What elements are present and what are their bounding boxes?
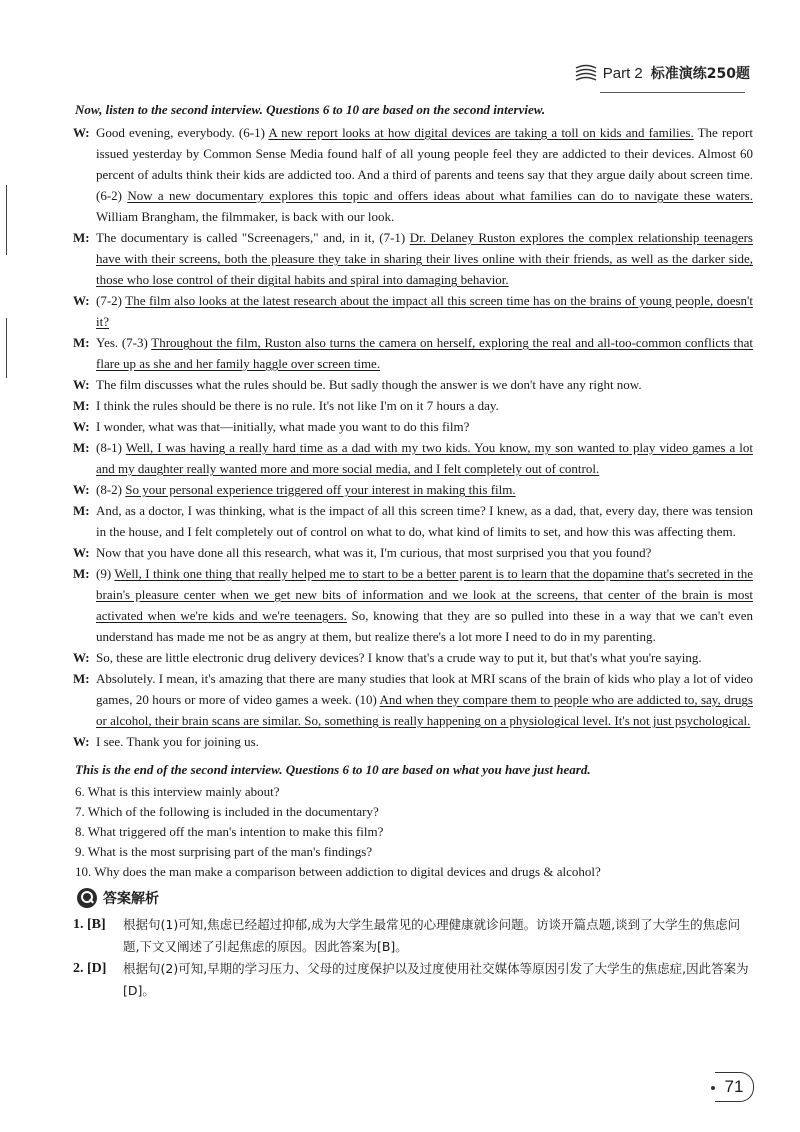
- underlined-segment: Dr. Delaney Ruston explores the complex relationship teenagers have with their screens, both the pleasure they take in sharing their lives online with their friends, as well as the darker side, those who lose control of their digital habits and spiral into damaging behavior.: [96, 230, 753, 287]
- answer-item: [73, 958, 753, 1002]
- dialogue-turn: [73, 227, 753, 290]
- text-segment: (9): [96, 566, 115, 581]
- dialogue-turn: [73, 563, 753, 647]
- speaker-label: M:: [73, 440, 90, 455]
- dialogue-text: [96, 647, 753, 668]
- dialogue-text: [96, 668, 753, 731]
- dialogue-turn: [73, 290, 753, 332]
- underlined-segment: So your personal experience triggered off your interest in making this film.: [125, 482, 516, 497]
- dialogue-text: [96, 395, 753, 416]
- dialogue-turn: [73, 122, 753, 227]
- speaker-label: W:: [73, 545, 90, 560]
- text-segment: So, these are little electronic drug delivery devices? I know that's a crude way to put it, but that's what you're saying.: [96, 650, 702, 665]
- dialogue-text: [96, 227, 753, 290]
- speaker-label: W:: [73, 734, 90, 749]
- dialogue-turn: [73, 332, 753, 374]
- underlined-segment: Throughout the film, Ruston also turns the camera on herself, exploring the real and all-too-common conflicts that flare up as she and her family haggle over screen time.: [96, 335, 754, 371]
- speaker-label: M:: [73, 230, 90, 245]
- speaker-label: M:: [73, 398, 90, 413]
- dialogue-turn: [73, 668, 753, 731]
- answer-item: [73, 914, 753, 958]
- dialogue-turn: [73, 437, 753, 479]
- instruction-top: Now, listen to the second interview. Questions 6 to 10 are based on the second interview.: [75, 102, 546, 117]
- text-segment: And, as a doctor, I was thinking, what is the impact of all this screen time? I knew, as a dad, that, every day, there was tension in the house, and I felt completely out of control on what to do, what kind of limits to set, and how this was affecting them.: [96, 503, 753, 539]
- dialogue-text: [96, 122, 753, 227]
- speaker-label: W:: [73, 419, 90, 434]
- answer-key: 2. [D]: [73, 961, 107, 976]
- text-segment: The documentary is called "Screenagers," and, in it, (7-1): [96, 230, 410, 245]
- dialogue-turn: [73, 647, 753, 668]
- text-segment: I see. Thank you for joining us.: [96, 734, 259, 749]
- dialogue-turn: [73, 479, 753, 500]
- magnifier-icon: [77, 888, 97, 908]
- dialogue-turn: [73, 395, 753, 416]
- margin-mark: [6, 185, 7, 255]
- speaker-label: W:: [73, 482, 90, 497]
- underlined-segment: And when they compare them to people who are addicted to, say, drugs or alcohol, their brain scans are similar. So, something is really happening on a physiological level. It's not just psychological.: [96, 692, 753, 728]
- text-segment: (8-1): [96, 440, 126, 455]
- dialogue-turn: [73, 542, 753, 563]
- question-item: 9. What is the most surprising part of the man's findings?: [75, 844, 373, 859]
- underlined-segment: The film also looks at the latest research about the impact all this screen time has on the brains of young people, doesn't it?: [96, 293, 753, 329]
- dialogue-text: [96, 500, 753, 542]
- dialogue-text: [96, 437, 753, 479]
- underlined-segment: A new report looks at how digital devices are taking a toll on kids and families.: [268, 125, 694, 140]
- answer-list: [73, 914, 753, 1002]
- dialogue-text: [96, 479, 753, 500]
- question-item: 7. Which of the following is included in the documentary?: [75, 804, 379, 819]
- question-item: 8. What triggered off the man's intention to make this film?: [75, 824, 384, 839]
- text-segment: I wonder, what was that—initially, what made you want to do this film?: [96, 419, 470, 434]
- answer-section-title: 答案解析: [103, 891, 159, 907]
- page-number: 71: [715, 1072, 754, 1102]
- dialogue-turn: [73, 500, 753, 542]
- speaker-label: W:: [73, 377, 90, 392]
- speaker-label: M:: [73, 566, 90, 581]
- question-list: [73, 782, 753, 882]
- header-title: 标准演练250题: [650, 66, 750, 82]
- text-segment: Absolutely. I mean, it's amazing that there are many studies that look at MRI scans of the brain of kids who play a lot of video games, 20 hours or more of video games a week. (10): [96, 671, 753, 707]
- header-part: Part 2: [602, 64, 643, 82]
- text-segment: (7-2): [96, 293, 126, 308]
- text-segment: Yes. (7-3): [96, 335, 152, 350]
- speaker-label: M:: [73, 503, 90, 518]
- speaker-label: W:: [73, 125, 90, 140]
- speaker-label: W:: [73, 650, 90, 665]
- dialogue: [73, 122, 753, 752]
- underlined-segment: Well, I think one thing that really helped me to start to be a better parent is to learn that the dopamine that's secreted in the brain's pleasure center when we get new bits of information and we look at the screens, that center of the brain is most activated when we're kids and we're teenagers.: [96, 566, 753, 623]
- dialogue-text: [96, 416, 753, 437]
- dialogue-text: [96, 731, 753, 752]
- margin-mark: [6, 318, 7, 378]
- dialogue-turn: [73, 731, 753, 752]
- header-rule: [600, 92, 745, 93]
- text-segment: William Brangham, the filmmaker, is back with our look.: [96, 209, 395, 224]
- text-segment: So, knowing that they are so pulled into these in a way that we can't even understand has made me not be as angry at them, but realize there's a lot more I need to do in my parenting.: [96, 608, 753, 644]
- dialogue-text: [96, 542, 753, 563]
- answer-explanation: 根据句(1)可知,焦虑已经超过抑郁,成为大学生最常见的心理健康就诊问题。访谈开篇点题,谈到了大学生的焦虑问题,下文又阐述了引起焦虑的原因。因此答案为[B]。: [123, 917, 741, 954]
- dialogue-turn: [73, 374, 753, 395]
- dialogue-text: [96, 290, 753, 332]
- answer-explanation: 根据句(2)可知,早期的学习压力、父母的过度保护以及过度使用社交媒体等原因引发了大学生的焦虑症,因此答案为[D]。: [123, 961, 749, 998]
- page-header: [573, 58, 750, 88]
- question-item: 6. What is this interview mainly about?: [75, 784, 280, 799]
- book-logo-icon: [573, 60, 599, 86]
- dialogue-text: [96, 374, 753, 395]
- text-segment: Now that you have done all this research, what was it, I'm curious, that most surprised you that you found?: [96, 545, 652, 560]
- speaker-label: W:: [73, 293, 90, 308]
- text-segment: The film discusses what the rules should be. But sadly though the answer is we don't have any right now.: [96, 377, 642, 392]
- dialogue-text: [96, 563, 753, 647]
- text-segment: The report issued yesterday by Common Sense Media found half of all young people feel they are addicted to their devices. Almost 60 percent of adults think their kids are addicted too. And a third of parents and teens say that they argue daily about screen time. (6-2): [96, 125, 753, 203]
- text-segment: I think the rules should be there is no rule. It's not like I'm on it 7 hours a day.: [96, 398, 499, 413]
- question-item: 10. Why does the man make a comparison between addiction to digital devices and drugs & alcohol?: [75, 864, 601, 879]
- dialogue-turn: [73, 416, 753, 437]
- speaker-label: M:: [73, 335, 90, 350]
- underlined-segment: Now a new documentary explores this topic and offers ideas about what families can do to navigate these waters.: [127, 188, 753, 203]
- answer-key: 1. [B]: [73, 917, 106, 932]
- page-content: [73, 100, 753, 1002]
- speaker-label: M:: [73, 671, 90, 686]
- text-segment: (8-2): [96, 482, 126, 497]
- underlined-segment: Well, I was having a really hard time as a dad with my two kids. You know, my son wanted to play video games a lot and my daughter really wanted more and more social media, and I felt completely out of control.: [96, 440, 753, 476]
- instruction-bottom: This is the end of the second interview. Questions 6 to 10 are based on what you have just heard.: [75, 762, 591, 777]
- answer-section-heading: [77, 888, 753, 908]
- text-segment: Good evening, everybody. (6-1): [96, 125, 269, 140]
- dialogue-text: [96, 332, 753, 374]
